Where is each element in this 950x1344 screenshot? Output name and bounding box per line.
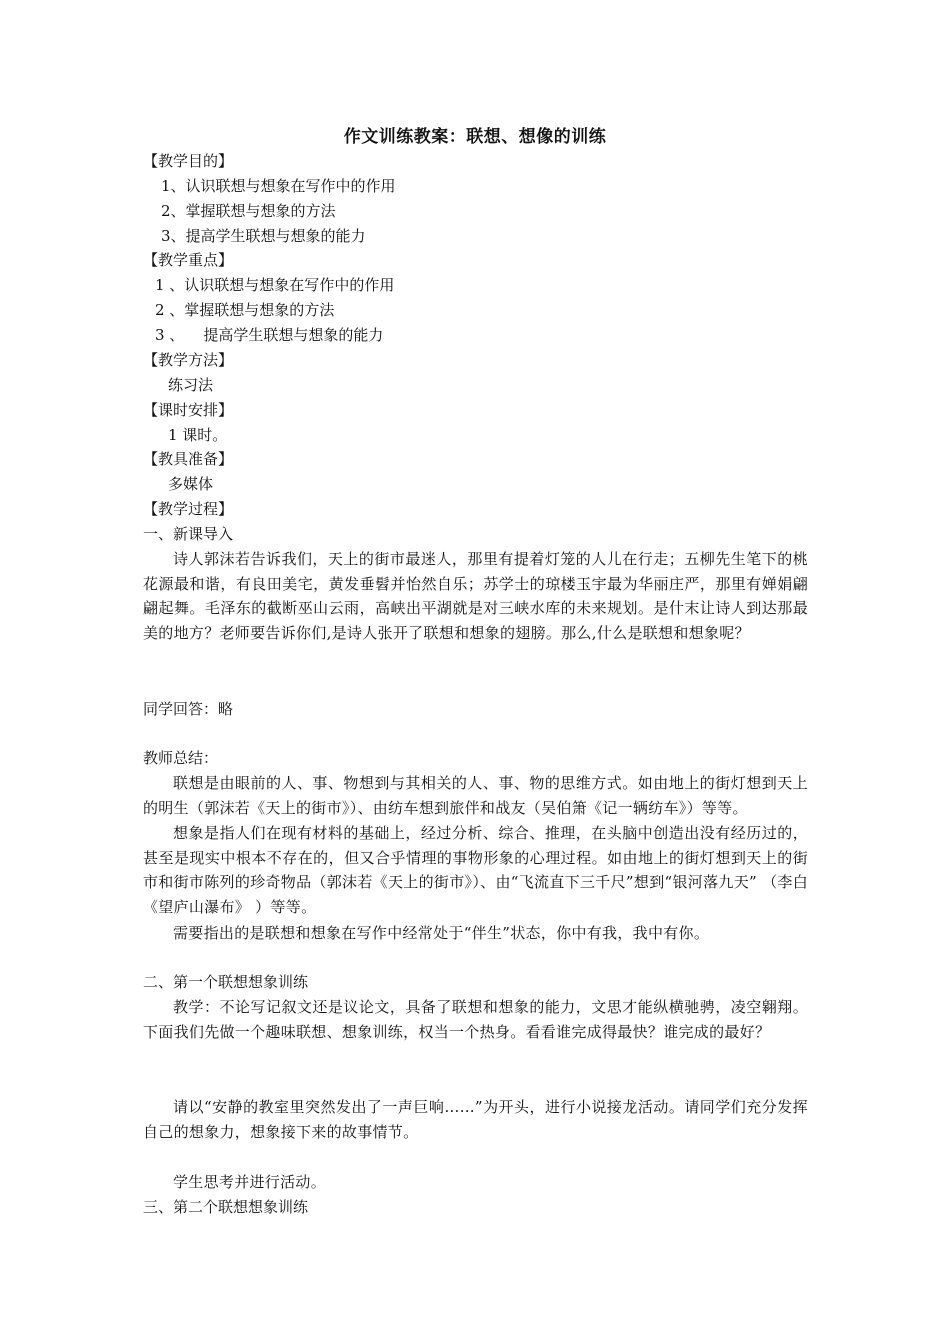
method-text: 练习法 [168, 376, 214, 394]
objective-item: 1、认识联想与想象在写作中的作用 [161, 177, 396, 195]
schedule-text: 1 课时。 [168, 426, 228, 444]
part1-paragraph: 诗人郭沫若告诉我们，天上的街市最迷人，那里有提着灯笼的人儿在行走；五柳先生笔下的桃花源最和谐，有良田美宅，黄发垂髫并怡然自乐；苏学士的琼楼玉宇最为华丽庄严，那里有婵娟翩翩起舞。毛泽东的截断巫山云雨，高峡出平湖就是对三峡水库的未来规划。是什末让诗人到达那最美的地方？老师要告诉你们,是诗人张开了联想和想象的翅膀。那么,什么是联想和想象呢？ [143, 550, 808, 642]
objectives-heading: 【教学目的】 [143, 152, 234, 170]
teacher-summary-label: 教师总结： [143, 749, 219, 767]
part2-paragraph-students: 学生思考并进行活动。 [173, 1173, 327, 1191]
summary-paragraph-imagination: 想象是指人们在现有材料的基础上，经过分析、综合、推理，在头脑中创造出没有经历过的，甚至是现实中根本不存在的，但又合乎情理的事物形象的心理过程。如由地上的街灯想到天上的街市和街市陈列的珍奇物品（郭沫若《天上的街市》）、由“飞流直下三千尺”想到“银河落九天” （李白《望庐山瀑布》 ）等等。 [143, 824, 808, 916]
objective-item: 2、掌握联想与想象的方法 [161, 202, 336, 220]
part3-heading: 三、第二个联想想象训练 [143, 1198, 309, 1216]
key-point-item: 3 、 提高学生联想与想象的能力 [155, 326, 384, 344]
summary-paragraph-companion: 需要指出的是联想和想象在写作中经常处于“伴生”状态，你中有我，我中有你。 [173, 924, 710, 942]
part2-paragraph-teaching: 教学：不论写记叙文还是议论文，具备了联想和想象的能力，文思才能纵横驰骋，凌空翱翔。下面我们先做一个趣味联想、想象训练，权当一个热身。看看谁完成得最快？谁完成的最好？ [143, 998, 808, 1041]
part2-heading: 二、第一个联想想象训练 [143, 973, 309, 991]
tools-text: 多媒体 [168, 475, 214, 493]
process-heading: 【教学过程】 [143, 500, 234, 518]
summary-paragraph-association: 联想是由眼前的人、事、物想到与其相关的人、事、物的思维方式。如由地上的街灯想到天上的明生（郭沫若《天上的街市》）、由纺车想到旅伴和战友（吴伯箫《记一辆纺车》）等等。 [143, 774, 808, 817]
key-points-heading: 【教学重点】 [143, 251, 234, 269]
key-point-item: 1 、认识联想与想象在写作中的作用 [155, 276, 395, 294]
part2-paragraph-activity: 请以“安静的教室里突然发出了一声巨响……”为开头，进行小说接龙活动。请同学们充分发挥自己的想象力，想象接下来的故事情节。 [143, 1098, 808, 1141]
student-answer: 同学回答：略 [143, 700, 234, 718]
method-heading: 【教学方法】 [143, 351, 234, 369]
tools-heading: 【教具准备】 [143, 450, 234, 468]
key-point-item: 2 、掌握联想与想象的方法 [155, 301, 335, 319]
schedule-heading: 【课时安排】 [143, 401, 234, 419]
objective-item: 3、提高学生联想与想象的能力 [161, 227, 366, 245]
document-title: 作文训练教案：联想、想像的训练 [343, 127, 607, 147]
part1-heading: 一、新课导入 [143, 525, 234, 543]
